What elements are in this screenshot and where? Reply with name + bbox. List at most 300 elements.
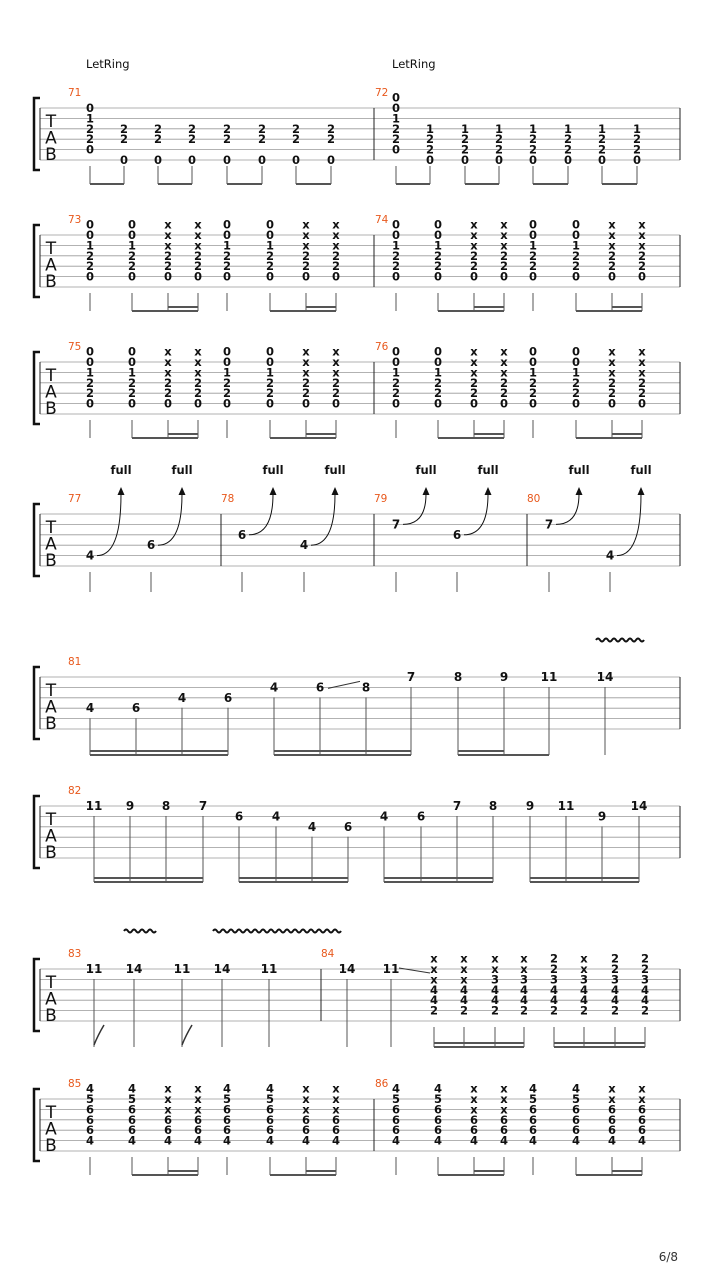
fret-number: 2 bbox=[193, 259, 203, 274]
fret-number: 2 bbox=[610, 1003, 620, 1018]
fret-number: x bbox=[460, 962, 468, 976]
fret-number: 6 bbox=[301, 1112, 311, 1127]
fret-number: 0 bbox=[528, 217, 538, 232]
fret-number: 0 bbox=[222, 344, 232, 359]
fret-number: 6 bbox=[234, 809, 244, 824]
fret-number: 0 bbox=[119, 153, 129, 167]
fret-number: 2 bbox=[127, 248, 137, 263]
bend-label: full bbox=[477, 463, 499, 477]
fret-number: 4 bbox=[222, 1133, 232, 1148]
page-number: 6/8 bbox=[658, 1250, 678, 1264]
fret-number: 0 bbox=[528, 228, 538, 242]
fret-number: 2 bbox=[222, 248, 232, 263]
fret-number: 4 bbox=[269, 680, 279, 695]
fret-number: 0 bbox=[331, 396, 341, 411]
fret-number: 2 bbox=[433, 259, 443, 274]
tab-clef-letter: A bbox=[45, 534, 57, 555]
fret-number: 1 bbox=[528, 365, 538, 380]
fret-number: 4 bbox=[528, 1081, 538, 1096]
fret-number: x bbox=[460, 951, 468, 966]
fret-number: 6 bbox=[528, 1123, 538, 1138]
fret-number: 6 bbox=[146, 538, 156, 553]
fret-number: 3 bbox=[519, 972, 529, 987]
fret-number: 4 bbox=[549, 982, 559, 997]
fret-number: 2 bbox=[610, 962, 620, 976]
fret-number: 14 bbox=[630, 799, 648, 813]
fret-number: 1 bbox=[265, 238, 275, 253]
fret-number: 2 bbox=[429, 1003, 439, 1018]
fret-number: 2 bbox=[265, 248, 275, 263]
fret-number: 0 bbox=[528, 344, 538, 359]
fret-number: 2 bbox=[571, 375, 581, 390]
fret-number: x bbox=[470, 365, 478, 380]
fret-number: 0 bbox=[222, 228, 232, 242]
tab-clef-letter: T bbox=[45, 810, 57, 830]
fret-number: 1 bbox=[460, 121, 470, 136]
measure-number: 73 bbox=[68, 214, 82, 226]
fret-number: 4 bbox=[127, 1133, 137, 1148]
fret-number: 2 bbox=[391, 375, 401, 390]
fret-number: 6 bbox=[85, 1123, 95, 1138]
fret-number: 2 bbox=[153, 132, 163, 147]
fret-number: 0 bbox=[265, 228, 275, 242]
fret-number: 6 bbox=[637, 1102, 647, 1117]
fret-number: 6 bbox=[607, 1102, 617, 1117]
fret-number: 0 bbox=[433, 269, 443, 284]
fret-number: 0 bbox=[85, 101, 95, 115]
fret-number: 6 bbox=[127, 1123, 137, 1138]
fret-number: 2 bbox=[127, 259, 137, 274]
fret-number: 2 bbox=[528, 375, 538, 390]
measure-number: 81 bbox=[68, 656, 82, 668]
fret-number: 4 bbox=[85, 701, 95, 716]
fret-number: 0 bbox=[222, 153, 232, 167]
fret-number: 4 bbox=[499, 1133, 509, 1148]
fret-number: 6 bbox=[433, 1102, 443, 1117]
fret-number: 0 bbox=[607, 269, 617, 284]
fret-number: 6 bbox=[433, 1112, 443, 1127]
fret-number: x bbox=[638, 365, 646, 380]
fret-number: 14 bbox=[213, 962, 231, 976]
fret-number: 0 bbox=[563, 153, 573, 167]
fret-number: x bbox=[638, 228, 646, 242]
fret-number: 4 bbox=[163, 1133, 173, 1148]
fret-number: 6 bbox=[452, 527, 462, 542]
fret-number: 0 bbox=[391, 396, 401, 411]
fret-number: 2 bbox=[597, 132, 607, 147]
fret-number: 2 bbox=[153, 121, 163, 136]
fret-number: 1 bbox=[85, 238, 95, 253]
fret-number: x bbox=[580, 962, 588, 976]
fret-number: 6 bbox=[222, 1112, 232, 1127]
fret-number: 2 bbox=[291, 121, 301, 136]
fret-number: 0 bbox=[331, 269, 341, 284]
fret-number: 1 bbox=[433, 238, 443, 253]
fret-number: 5 bbox=[571, 1092, 581, 1106]
fret-number: 2 bbox=[391, 386, 401, 401]
tab-clef-letter: A bbox=[45, 382, 57, 403]
fret-number: 4 bbox=[640, 993, 650, 1008]
fret-number: 11 bbox=[557, 799, 575, 813]
tab-clef-letter: T bbox=[45, 973, 57, 993]
bend-curve bbox=[311, 494, 335, 545]
fret-number: 2 bbox=[640, 951, 650, 966]
fret-number: x bbox=[638, 1081, 646, 1096]
fret-number: 2 bbox=[607, 386, 617, 401]
fret-number: 7 bbox=[198, 799, 208, 813]
fret-number: 4 bbox=[637, 1133, 647, 1148]
fret-number: x bbox=[302, 217, 310, 232]
fret-number: 4 bbox=[610, 993, 620, 1008]
bend-arrow bbox=[270, 487, 277, 495]
fret-number: 2 bbox=[459, 1003, 469, 1018]
fret-number: 1 bbox=[494, 121, 504, 136]
fret-number: x bbox=[302, 344, 310, 359]
measure-number: 74 bbox=[375, 214, 389, 226]
fret-number: x bbox=[470, 1092, 478, 1106]
bend-label: full bbox=[110, 463, 132, 477]
fret-number: x bbox=[194, 355, 202, 369]
fret-number: x bbox=[638, 217, 646, 232]
fret-number: 0 bbox=[494, 153, 504, 167]
tab-clef-letter: T bbox=[45, 112, 57, 132]
fret-number: 5 bbox=[222, 1092, 232, 1106]
fret-number: 1 bbox=[528, 238, 538, 253]
fret-number: 4 bbox=[265, 1081, 275, 1096]
tab-clef-letter: A bbox=[45, 1119, 57, 1140]
measure-number: 71 bbox=[68, 87, 82, 99]
bend-arrow bbox=[332, 487, 339, 495]
fret-number: 2 bbox=[637, 259, 647, 274]
fret-number: 6 bbox=[193, 1123, 203, 1138]
fret-number: 2 bbox=[391, 121, 401, 136]
bend-curve bbox=[158, 494, 182, 545]
fret-number: 2 bbox=[222, 386, 232, 401]
let-ring-label: LetRing bbox=[392, 57, 436, 71]
fret-number: 0 bbox=[469, 396, 479, 411]
fret-number: 2 bbox=[519, 1003, 529, 1018]
fret-number: 9 bbox=[525, 799, 535, 813]
fret-number: 2 bbox=[610, 951, 620, 966]
fret-number: 0 bbox=[127, 396, 137, 411]
fret-number: 2 bbox=[331, 259, 341, 274]
fret-number: 6 bbox=[637, 1112, 647, 1127]
fret-number: 0 bbox=[193, 396, 203, 411]
fret-number: 2 bbox=[637, 375, 647, 390]
fret-number: 4 bbox=[331, 1133, 341, 1148]
fret-number: 2 bbox=[579, 1003, 589, 1018]
fret-number: 3 bbox=[640, 972, 650, 987]
fret-number: 2 bbox=[127, 386, 137, 401]
fret-number: 7 bbox=[544, 517, 554, 532]
fret-number: 2 bbox=[265, 386, 275, 401]
fret-number: 6 bbox=[315, 680, 325, 695]
fret-number: x bbox=[638, 344, 646, 359]
fret-number: 2 bbox=[193, 386, 203, 401]
fret-number: 2 bbox=[460, 142, 470, 157]
fret-number: x bbox=[500, 1081, 508, 1096]
fret-number: 2 bbox=[301, 248, 311, 263]
fret-number: 2 bbox=[163, 259, 173, 274]
fret-number: x bbox=[470, 355, 478, 369]
tab-clef-letter: B bbox=[45, 399, 57, 419]
fret-number: 0 bbox=[163, 396, 173, 411]
bend-label: full bbox=[415, 463, 437, 477]
fret-number: 4 bbox=[571, 1081, 581, 1096]
fret-number: 0 bbox=[85, 217, 95, 232]
fret-number: 2 bbox=[571, 248, 581, 263]
tab-clef-letter: B bbox=[45, 272, 57, 292]
fret-number: 4 bbox=[607, 1133, 617, 1148]
fret-number: 0 bbox=[499, 396, 509, 411]
fret-number: 14 bbox=[596, 670, 614, 684]
fret-number: x bbox=[608, 228, 616, 242]
bend-curve bbox=[403, 494, 426, 524]
tab-clef-letter: A bbox=[45, 128, 57, 149]
fret-number: 7 bbox=[406, 670, 416, 684]
fret-number: 2 bbox=[499, 386, 509, 401]
fret-number: 5 bbox=[265, 1092, 275, 1106]
fret-number: 4 bbox=[271, 809, 281, 824]
fret-number: 0 bbox=[571, 217, 581, 232]
fret-number: 6 bbox=[331, 1112, 341, 1127]
fret-number: x bbox=[332, 228, 340, 242]
fret-number: 6 bbox=[499, 1112, 509, 1127]
fret-number: 2 bbox=[571, 259, 581, 274]
fret-number: 2 bbox=[528, 132, 538, 147]
fret-number: x bbox=[500, 365, 508, 380]
tab-clef-letter: B bbox=[45, 551, 57, 571]
fret-number: x bbox=[332, 1102, 340, 1117]
fret-number: 4 bbox=[459, 982, 469, 997]
fret-number: 6 bbox=[469, 1112, 479, 1127]
measure-number: 85 bbox=[68, 1078, 82, 1090]
fret-number: 6 bbox=[223, 690, 233, 705]
fret-number: 2 bbox=[433, 248, 443, 263]
fret-number: 2 bbox=[85, 121, 95, 136]
fret-number: 6 bbox=[237, 527, 247, 542]
fret-number: 2 bbox=[499, 259, 509, 274]
fret-number: 0 bbox=[571, 396, 581, 411]
fret-number: 2 bbox=[291, 132, 301, 147]
fret-number: 1 bbox=[571, 365, 581, 380]
fret-number: 2 bbox=[549, 1003, 559, 1018]
fret-number: 6 bbox=[433, 1123, 443, 1138]
tab-clef-letter: B bbox=[45, 843, 57, 863]
fret-number: x bbox=[470, 238, 478, 253]
fret-number: 4 bbox=[391, 1133, 401, 1148]
fret-number: x bbox=[638, 238, 646, 253]
fret-number: 0 bbox=[528, 396, 538, 411]
tab-clef-letter: A bbox=[45, 255, 57, 276]
fret-number: 0 bbox=[528, 153, 538, 167]
fret-number: 0 bbox=[222, 355, 232, 369]
fret-number: 2 bbox=[607, 375, 617, 390]
fret-number: 2 bbox=[494, 132, 504, 147]
fret-number: 2 bbox=[265, 259, 275, 274]
tab-clef-letter: A bbox=[45, 697, 57, 718]
fret-number: x bbox=[500, 217, 508, 232]
fret-number: 0 bbox=[391, 142, 401, 157]
fret-number: 6 bbox=[127, 1102, 137, 1117]
fret-number: 4 bbox=[549, 993, 559, 1008]
fret-number: 0 bbox=[433, 344, 443, 359]
fret-number: 7 bbox=[391, 517, 401, 532]
fret-number: 6 bbox=[331, 1123, 341, 1138]
fret-number: 4 bbox=[610, 982, 620, 997]
fret-number: 2 bbox=[490, 1003, 500, 1018]
fret-number: x bbox=[608, 355, 616, 369]
fret-number: x bbox=[430, 972, 438, 987]
fret-number: 6 bbox=[391, 1112, 401, 1127]
fret-number: 2 bbox=[85, 132, 95, 147]
fret-number: 4 bbox=[85, 1133, 95, 1148]
fret-number: 0 bbox=[391, 355, 401, 369]
fret-number: 6 bbox=[607, 1123, 617, 1138]
system-bracket bbox=[34, 225, 40, 297]
fret-number: 6 bbox=[265, 1123, 275, 1138]
fret-number: 1 bbox=[632, 121, 642, 136]
fret-number: 0 bbox=[265, 344, 275, 359]
fret-number: 5 bbox=[528, 1092, 538, 1106]
fret-number: 6 bbox=[391, 1102, 401, 1117]
fret-number: x bbox=[302, 228, 310, 242]
fret-number: 14 bbox=[125, 962, 143, 976]
fret-number: 0 bbox=[391, 101, 401, 115]
fret-number: x bbox=[491, 951, 499, 966]
fret-number: 2 bbox=[469, 386, 479, 401]
fret-number: 3 bbox=[549, 972, 559, 987]
fret-number: 0 bbox=[265, 269, 275, 284]
fret-number: 1 bbox=[222, 238, 232, 253]
fret-number: x bbox=[164, 1092, 172, 1106]
fret-number: 1 bbox=[85, 111, 95, 126]
fret-number: 11 bbox=[85, 962, 103, 976]
fret-number: 9 bbox=[499, 670, 509, 684]
fret-number: 2 bbox=[499, 248, 509, 263]
fret-number: x bbox=[332, 1081, 340, 1096]
fret-number: 0 bbox=[85, 344, 95, 359]
fret-number: x bbox=[520, 962, 528, 976]
fret-number: 2 bbox=[528, 142, 538, 157]
fret-number: 4 bbox=[193, 1133, 203, 1148]
bend-arrow bbox=[423, 487, 430, 495]
fret-number: 0 bbox=[301, 396, 311, 411]
fret-number: 4 bbox=[379, 809, 389, 824]
fret-number: 0 bbox=[222, 217, 232, 232]
tab-clef-letter: T bbox=[45, 518, 57, 538]
fret-number: x bbox=[608, 1092, 616, 1106]
fret-number: 2 bbox=[119, 132, 129, 147]
fret-number: 0 bbox=[127, 269, 137, 284]
fret-number: x bbox=[194, 344, 202, 359]
bend-label: full bbox=[568, 463, 590, 477]
fret-number: 0 bbox=[637, 396, 647, 411]
fret-number: 1 bbox=[127, 365, 137, 380]
fret-number: 0 bbox=[571, 355, 581, 369]
vibrato-mark bbox=[596, 639, 644, 642]
fret-number: 4 bbox=[222, 1081, 232, 1096]
fret-number: 6 bbox=[416, 809, 426, 824]
fret-number: 2 bbox=[257, 121, 267, 136]
fret-number: 2 bbox=[607, 248, 617, 263]
measure-number: 84 bbox=[321, 948, 335, 960]
fret-number: 4 bbox=[429, 982, 439, 997]
fret-number: 2 bbox=[163, 375, 173, 390]
fret-number: 1 bbox=[571, 238, 581, 253]
fret-number: 2 bbox=[222, 259, 232, 274]
tab-clef-letter: B bbox=[45, 145, 57, 165]
fret-number: x bbox=[470, 217, 478, 232]
fret-number: 6 bbox=[301, 1123, 311, 1138]
bend-arrow bbox=[638, 487, 645, 495]
fret-number: 4 bbox=[490, 993, 500, 1008]
fret-number: x bbox=[164, 217, 172, 232]
fret-number: 11 bbox=[173, 962, 191, 976]
fret-number: 6 bbox=[528, 1102, 538, 1117]
fret-number: 2 bbox=[469, 248, 479, 263]
fret-number: 0 bbox=[460, 153, 470, 167]
fret-number: x bbox=[164, 344, 172, 359]
tab-clef-letter: T bbox=[45, 366, 57, 386]
fret-number: 4 bbox=[469, 1133, 479, 1148]
system-bracket bbox=[34, 352, 40, 424]
fret-number: 4 bbox=[579, 982, 589, 997]
bend-label: full bbox=[171, 463, 193, 477]
measure-number: 72 bbox=[375, 87, 389, 99]
fret-number: x bbox=[638, 355, 646, 369]
fret-number: x bbox=[608, 344, 616, 359]
fret-number: 2 bbox=[391, 259, 401, 274]
fret-number: 0 bbox=[265, 396, 275, 411]
fret-number: 0 bbox=[222, 269, 232, 284]
fret-number: 4 bbox=[459, 993, 469, 1008]
system-bracket bbox=[34, 959, 40, 1031]
fret-number: 2 bbox=[391, 132, 401, 147]
let-ring-label: LetRing bbox=[86, 57, 130, 71]
fret-number: 2 bbox=[391, 248, 401, 263]
grace-flag bbox=[182, 1025, 192, 1045]
fret-number: 0 bbox=[257, 153, 267, 167]
fret-number: 0 bbox=[433, 228, 443, 242]
fret-number: x bbox=[491, 962, 499, 976]
fret-number: 2 bbox=[85, 248, 95, 263]
fret-number: 2 bbox=[257, 132, 267, 147]
fret-number: x bbox=[332, 344, 340, 359]
fret-number: 0 bbox=[127, 228, 137, 242]
fret-number: 0 bbox=[153, 153, 163, 167]
fret-number: 3 bbox=[490, 972, 500, 987]
fret-number: 6 bbox=[222, 1123, 232, 1138]
fret-number: x bbox=[302, 238, 310, 253]
fret-number: 0 bbox=[265, 355, 275, 369]
fret-number: 2 bbox=[119, 121, 129, 136]
fret-number: 6 bbox=[499, 1123, 509, 1138]
fret-number: 0 bbox=[85, 228, 95, 242]
fret-number: 2 bbox=[433, 386, 443, 401]
fret-number: 4 bbox=[177, 690, 187, 705]
fret-number: x bbox=[430, 951, 438, 966]
fret-number: 8 bbox=[161, 799, 171, 813]
tab-clef-letter: B bbox=[45, 714, 57, 734]
measure-number: 83 bbox=[68, 948, 82, 960]
fret-number: 2 bbox=[331, 375, 341, 390]
fret-number: 0 bbox=[391, 269, 401, 284]
bend-curve bbox=[556, 494, 579, 524]
fret-number: x bbox=[430, 962, 438, 976]
tab-clef-letter: A bbox=[45, 826, 57, 847]
fret-number: 0 bbox=[291, 153, 301, 167]
